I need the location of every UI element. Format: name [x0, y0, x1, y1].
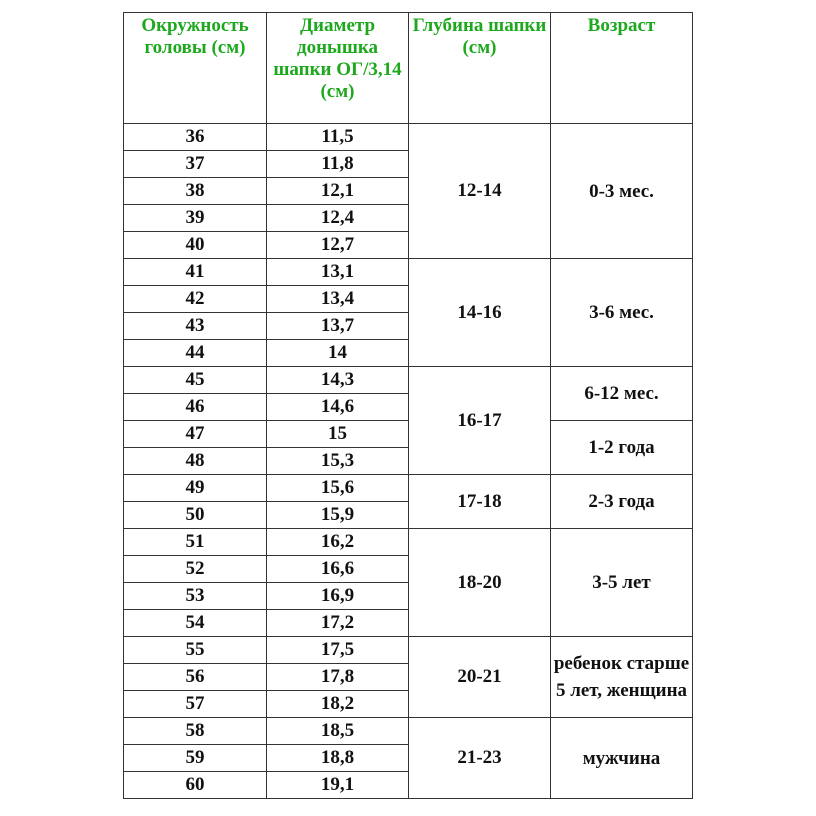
circumference-cell: 59: [124, 745, 267, 772]
header-depth: Глубина шапки (см): [409, 13, 551, 124]
table-row: [124, 637, 693, 664]
diameter-cell: 19,1: [267, 772, 409, 799]
table-row: [124, 421, 693, 448]
age-cell: 2-3 года: [551, 475, 693, 529]
circumference-cell: 48: [124, 448, 267, 475]
circumference-cell: 54: [124, 610, 267, 637]
depth-cell: 17-18: [409, 475, 551, 529]
circumference-cell: 60: [124, 772, 267, 799]
diameter-cell: 12,1: [267, 178, 409, 205]
diameter-cell: 15,3: [267, 448, 409, 475]
age-cell: 3-6 мес.: [551, 259, 693, 367]
circumference-cell: 38: [124, 178, 267, 205]
circumference-cell: 50: [124, 502, 267, 529]
diameter-cell: 11,5: [267, 124, 409, 151]
circumference-cell: 57: [124, 691, 267, 718]
age-cell: мужчина: [551, 718, 693, 799]
circumference-cell: 52: [124, 556, 267, 583]
table-row: [124, 475, 693, 502]
header-diameter: Диаметр донышка шапки ОГ/3,14 (см): [267, 13, 409, 124]
diameter-cell: 12,4: [267, 205, 409, 232]
diameter-cell: 16,6: [267, 556, 409, 583]
age-cell: 1-2 года: [551, 421, 693, 475]
circumference-cell: 53: [124, 583, 267, 610]
depth-cell: 16-17: [409, 367, 551, 475]
circumference-cell: 47: [124, 421, 267, 448]
circumference-cell: 41: [124, 259, 267, 286]
circumference-cell: 58: [124, 718, 267, 745]
age-cell: 3-5 лет: [551, 529, 693, 637]
circumference-cell: 40: [124, 232, 267, 259]
diameter-cell: 18,2: [267, 691, 409, 718]
diameter-cell: 14: [267, 340, 409, 367]
diameter-cell: 11,8: [267, 151, 409, 178]
diameter-cell: 13,7: [267, 313, 409, 340]
diameter-cell: 16,9: [267, 583, 409, 610]
diameter-cell: 17,2: [267, 610, 409, 637]
diameter-cell: 13,1: [267, 259, 409, 286]
circumference-cell: 55: [124, 637, 267, 664]
diameter-cell: 14,6: [267, 394, 409, 421]
diameter-cell: 12,7: [267, 232, 409, 259]
depth-cell: 21-23: [409, 718, 551, 799]
header-circumference: Окружность головы (см): [124, 13, 267, 124]
diameter-cell: 18,5: [267, 718, 409, 745]
circumference-cell: 39: [124, 205, 267, 232]
circumference-cell: 56: [124, 664, 267, 691]
diameter-cell: 17,5: [267, 637, 409, 664]
diameter-cell: 16,2: [267, 529, 409, 556]
table-row: [124, 259, 693, 286]
table-row: [124, 529, 693, 556]
circumference-cell: 43: [124, 313, 267, 340]
diameter-cell: 18,8: [267, 745, 409, 772]
table-row: [124, 124, 693, 151]
depth-cell: 14-16: [409, 259, 551, 367]
circumference-cell: 49: [124, 475, 267, 502]
depth-cell: 12-14: [409, 124, 551, 259]
diameter-cell: 15,6: [267, 475, 409, 502]
diameter-cell: 15,9: [267, 502, 409, 529]
header-row: [124, 13, 693, 124]
circumference-cell: 36: [124, 124, 267, 151]
age-cell: ребенок старше 5 лет, женщина: [551, 637, 693, 718]
circumference-cell: 42: [124, 286, 267, 313]
hat-size-table: [123, 12, 693, 799]
age-cell: 0-3 мес.: [551, 124, 693, 259]
circumference-cell: 45: [124, 367, 267, 394]
circumference-cell: 46: [124, 394, 267, 421]
circumference-cell: 51: [124, 529, 267, 556]
depth-cell: 18-20: [409, 529, 551, 637]
table-row: [124, 718, 693, 745]
circumference-cell: 37: [124, 151, 267, 178]
diameter-cell: 15: [267, 421, 409, 448]
circumference-cell: 44: [124, 340, 267, 367]
diameter-cell: 13,4: [267, 286, 409, 313]
age-cell: 6-12 мес.: [551, 367, 693, 421]
diameter-cell: 14,3: [267, 367, 409, 394]
depth-cell: 20-21: [409, 637, 551, 718]
diameter-cell: 17,8: [267, 664, 409, 691]
header-age: Возраст: [551, 13, 693, 124]
table-row: [124, 367, 693, 394]
